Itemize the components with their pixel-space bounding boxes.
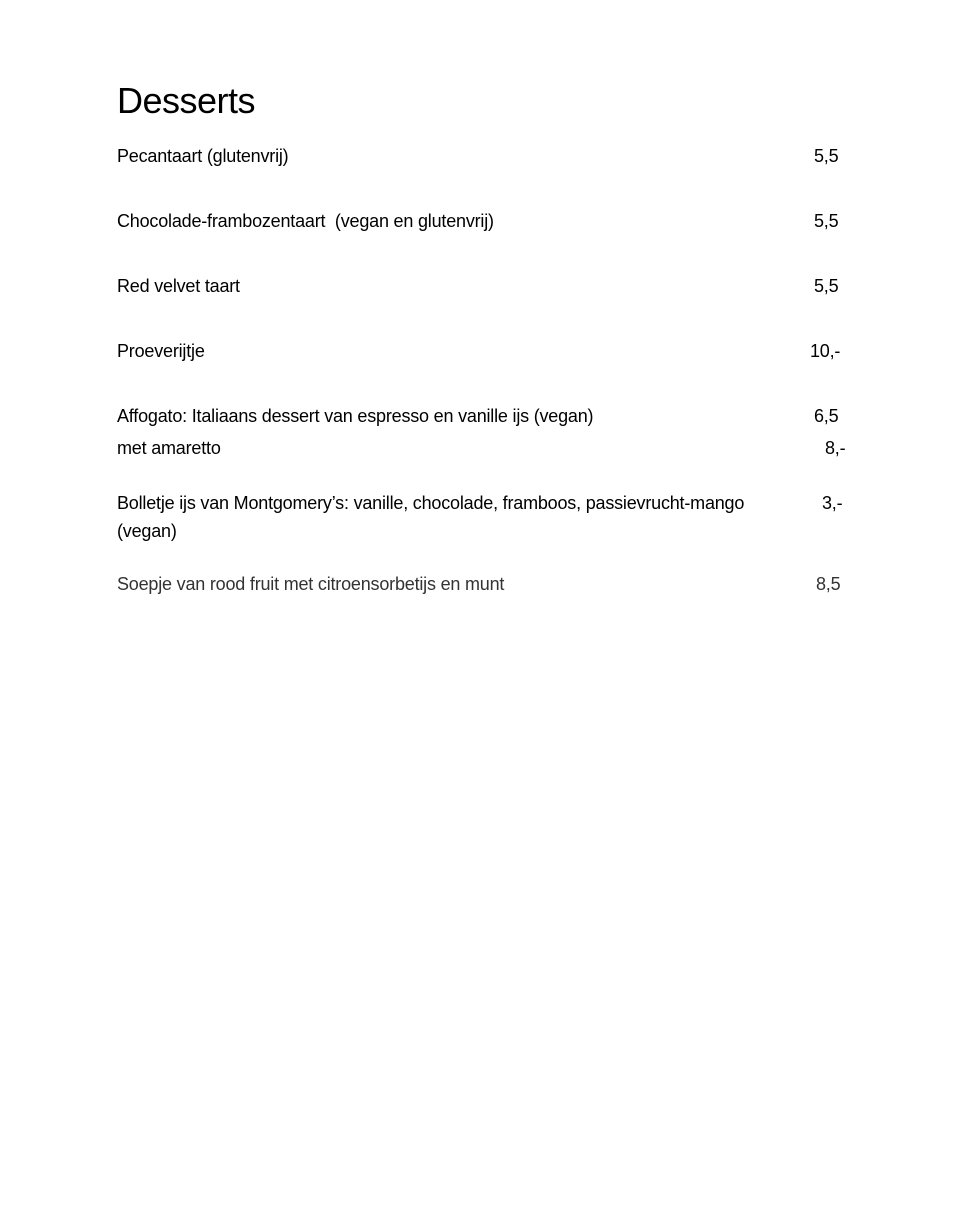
menu-item-name: Pecantaart (glutenvrij) [117,146,289,166]
menu-item-name: Affogato: Italiaans dessert van espresso en vanille ijs (vegan) [117,406,594,426]
menu-item-price: 10,- [810,341,841,361]
menu-item-price: 5,5 [814,211,839,231]
menu-item-name: Red velvet taart [117,276,240,296]
menu-item-name: met amaretto [117,438,221,458]
menu-item-price: 6,5 [814,406,839,426]
menu-item-price: 5,5 [814,276,839,296]
menu-item-price: 3,- [822,493,843,513]
menu-item-price: 8,5 [816,574,841,594]
menu-item-name: Bolletje ijs van Montgomery’s: vanille, chocolade, framboos, passievrucht-mango (vegan) [117,493,745,541]
menu-item-name: Proeverijtje [117,341,205,361]
menu-title: Desserts [117,80,256,121]
menu-item-price: 5,5 [814,146,839,166]
menu-item-price: 8,- [825,438,846,458]
menu-item-name: Soepje van rood fruit met citroensorbetijs en munt [117,574,505,594]
menu-item-name: Chocolade-frambozentaart (vegan en glutenvrij) [117,211,494,231]
